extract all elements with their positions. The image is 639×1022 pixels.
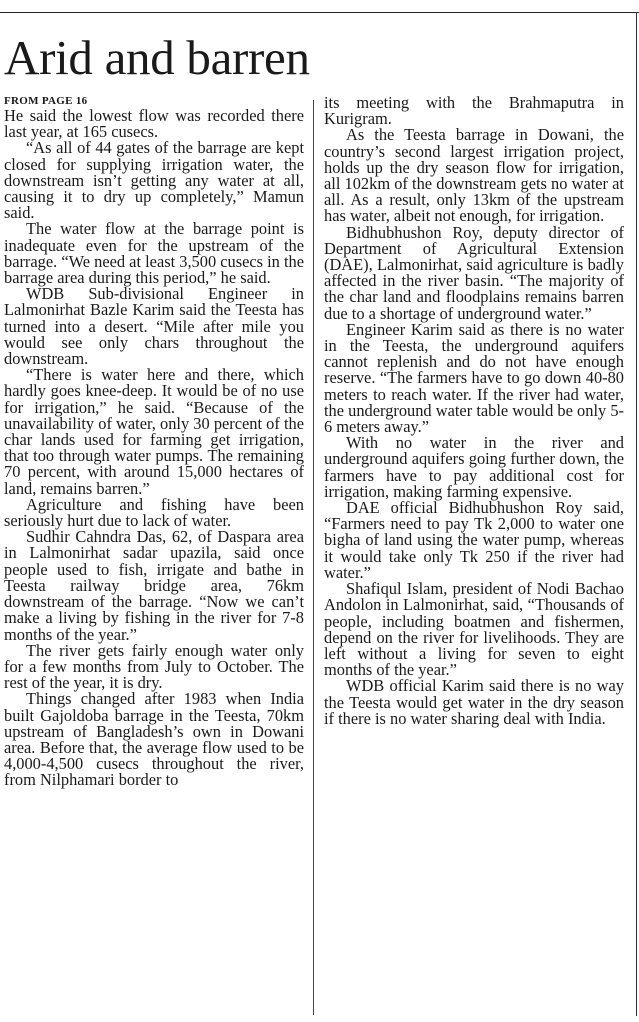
paragraph: Things changed after 1983 when India built Gajoldoba barrage in the Teesta, 70km upstream of Bangladesh’s own in Dowani area. Before that, the average flow used to be 4,000-4,500 cusecs throughout the river, from Nilphamari border to [4, 689, 304, 790]
top-rule [0, 12, 639, 13]
paragraph: The river gets fairly enough water only for a few months from July to October. The rest of the year, it is dry. [4, 640, 304, 693]
paragraph: Sudhir Cahndra Das, 62, of Daspara area in Lalmonirhat sadar upazila, said once people used to fish, irrigate and bathe in Teesta railway bridge area, 76km downstream of the barrage. “Now we can’t make a living by fishing in the river for 7-8 months of the year.” [4, 527, 304, 644]
paragraph: He said the lowest flow was recorded there last year, at 165 cusecs. [4, 106, 304, 142]
paragraph: Engineer Karim said as there is no water in the Teesta, the underground aquifers cannot replenish and do not have enough reserve. “The farmers have to go down 40-80 meters to reach water. If the river had water, the underground water table would be only 5-6 meters away.” [324, 319, 624, 437]
column-divider [313, 100, 314, 1015]
paragraph: its meeting with the Brahmaputra in Kurigram. [324, 93, 624, 129]
paragraph: As the Teesta barrage in Dowani, the country’s second largest irrigation project, holds up the dry season flow for irrigation, all 102km of the downstream gets no water at all. As a result, only 13km of the upstream has water, albeit not enough, for irrigation. [324, 125, 624, 226]
article-column-right [324, 95, 624, 727]
paragraph: Agriculture and fishing have been seriously hurt due to lack of water. [4, 494, 304, 531]
paragraph: DAE official Bidhubhushon Roy said, “Farmers need to pay Tk 2,000 to water one bigha of land using the water pump, whereas it would take only Tk 250 if the river had water.” [324, 498, 624, 582]
paragraph: Bidhubhushon Roy, deputy director of Department of Agricultural Extension (DAE), Lalmonirhat, said agriculture is badly affected in the river basin. “The majority of the char land and floodplains remains barren due to a shortage of underground water.” [324, 222, 624, 323]
article-column-left [4, 94, 304, 789]
paragraph: “As all of 44 gates of the barrage are kept closed for supplying irrigation water, the downstream isn’t getting any water at all, causing it to dry up completely,” Mamun said. [4, 138, 304, 223]
paragraph: WDB Sub-divisional Engineer in Lalmonirhat Bazle Karim said the Teesta has turned into a desert. “Mile after mile you would see only chars throughout the downstream. [4, 284, 304, 369]
page-edge-rule [636, 12, 637, 1016]
headline: Arid and barren [4, 30, 310, 85]
paragraph: Shafiqul Islam, president of Nodi Bachao Andolon in Lalmonirhat, said, “Thousands of people, including boatmen and fishermen, depend on the river for livelihoods. They are left without a living for seven to eight months of the year.” [324, 579, 624, 680]
continued-from-label: FROM PAGE 16 [4, 95, 88, 107]
paragraph: WDB official Karim said there is no way the Teesta would get water in the dry season if there is no water sharing deal with India. [324, 676, 624, 728]
paragraph: “There is water here and there, which hardly goes knee-deep. It would be of no use for irrigation,” he said. “Because of the unavailability of water, only 30 percent of the char lands used for farming get irrigation, that too through water pumps. The remaining 70 percent, with around 15,000 hectares of land, remains barren.” [4, 365, 304, 498]
paragraph: The water flow at the barrage point is inadequate even for the upstream of the barrage. “We need at least 3,500 cusecs in the barrage area during this period,” he said. [4, 219, 304, 288]
paragraph: With no water in the river and underground aquifers going further down, the farmers have to pay additional cost for irrigation, making farming expensive. [324, 433, 624, 501]
